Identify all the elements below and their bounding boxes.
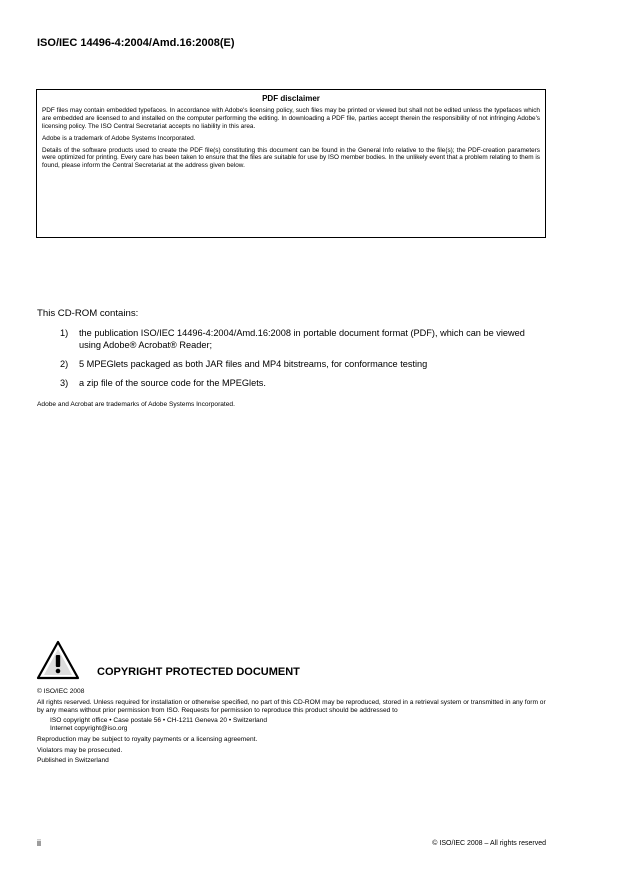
list-item-text: the publication ISO/IEC 14496-4:2004/Amd.16:2008 in portable document format (PDF), which can be viewed using Adobe® Acrobat® Reader;: [79, 328, 525, 350]
cdrom-intro: This CD-ROM contains:: [37, 308, 139, 319]
trademark-notice: Adobe and Acrobat are trademarks of Adobe Systems Incorporated.: [37, 401, 235, 408]
copyright-violators: Violators may be prosecuted.: [37, 746, 123, 754]
copyright-holder: © ISO/IEC 2008: [37, 688, 85, 695]
disclaimer-paragraph-3: Details of the software products used to create the PDF file(s) constituting this document can be found in the General Info relative to the file(s); the PDF-creation parameters were optimized for printing. Every care has been taken to ensure that the files are suitable for use by ISO member bodies. In the unlikely event that a problem relating to them is found, please inform the Central Secretariat at the address given below.: [42, 146, 540, 170]
list-item-text: 5 MPEGlets packaged as both JAR files and MP4 bitstreams, for conformance testing: [79, 359, 428, 369]
copyright-title: COPYRIGHT PROTECTED DOCUMENT: [97, 666, 300, 678]
list-item: [60, 377, 548, 389]
footer-rights: © ISO/IEC 2008 – All rights reserved: [432, 840, 546, 847]
list-item: [60, 358, 548, 370]
pdf-disclaimer-box: [36, 89, 546, 238]
copyright-notice: [37, 688, 548, 768]
copyright-royalty: Reproduction may be subject to royalty payments or a licensing agreement.: [37, 735, 258, 743]
cdrom-contents-list: [60, 327, 548, 396]
copyright-email: Internet copyright@iso.org: [50, 725, 128, 733]
list-item-number: 2): [60, 359, 69, 369]
disclaimer-paragraph-2: Adobe is a trademark of Adobe Systems Incorporated.: [42, 134, 196, 142]
list-item-number: 1): [60, 328, 69, 338]
disclaimer-paragraph-1: PDF files may contain embedded typefaces. In accordance with Adobe's licensing policy, such files may be printed or viewed but shall not be edited unless the typefaces which are embedded are licensed to and installed on the computer performing the editing. In downloading a PDF file, parties accept therein the responsibility of not infringing Adobe's licensing policy. The ISO Central Secretariat accepts no liability in this area.: [42, 106, 540, 130]
list-item-text: a zip file of the source code for the MPEGlets.: [79, 378, 266, 388]
copyright-published: Published in Switzerland: [37, 757, 109, 765]
disclaimer-title: PDF disclaimer: [262, 94, 320, 103]
page-number: ii: [37, 838, 41, 848]
list-item: [60, 327, 548, 351]
copyright-rights: All rights reserved. Unless required for installation or otherwise specified, no part of this CD-ROM may be reproduced, stored in a retrieval system or transmitted in any form or by any means without prior permission from ISO. Requests for permission to reproduce this product should be addressed to: [37, 698, 546, 714]
document-id-header: ISO/IEC 14496-4:2004/Amd.16:2008(E): [37, 37, 235, 49]
list-item-number: 3): [60, 378, 69, 388]
warning-triangle-icon: [36, 640, 80, 680]
copyright-address: ISO copyright office • Case postale 56 • CH-1211 Geneva 20 • Switzerland: [50, 717, 268, 725]
